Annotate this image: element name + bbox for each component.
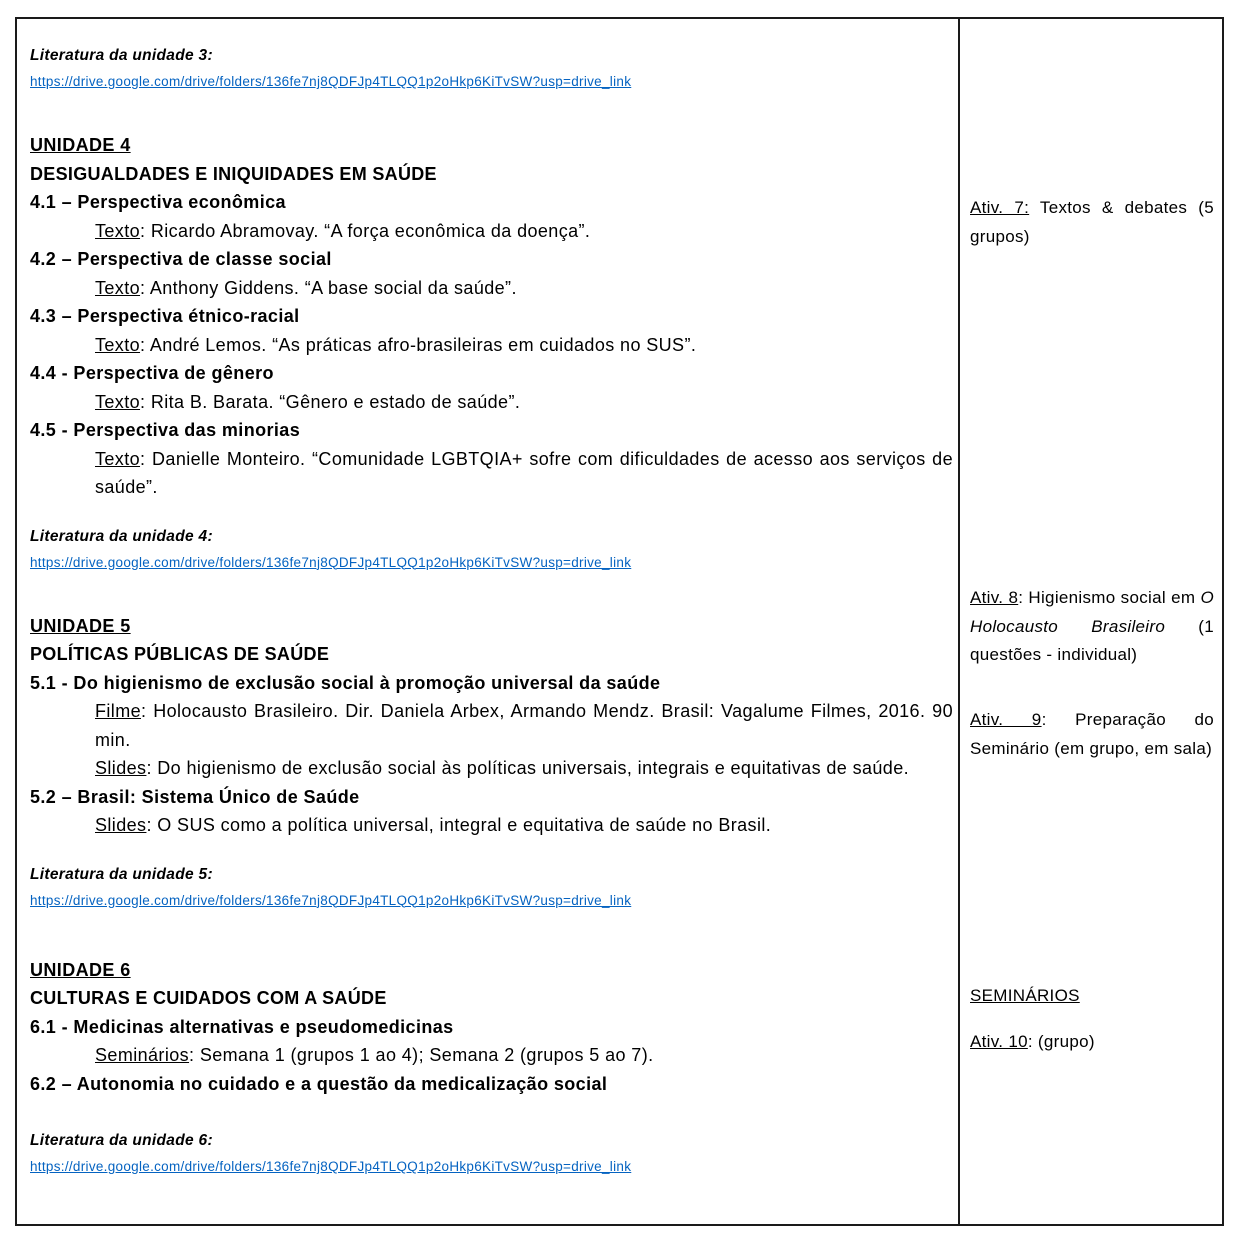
entry-label: Texto [95, 391, 141, 412]
topic-4-4: 4.4 - Perspectiva de gênero [30, 363, 274, 383]
entry-4-1-texto [95, 217, 953, 246]
entry-text: : André Lemos. “As práticas afro-brasileiras em cuidados no SUS”. [140, 334, 697, 355]
literature-unit6-label: Literatura da unidade 6: [30, 1132, 213, 1149]
activity-label: Ativ. 8 [970, 588, 1019, 607]
topic-6-2: 6.2 – Autonomia no cuidado e a questão da medicalização social [30, 1073, 608, 1094]
activities-column [960, 19, 1222, 1224]
literature-unit3-label: Literatura da unidade 3: [30, 47, 213, 64]
activity-10-note [970, 1028, 1214, 1057]
activity-text: : (grupo) [1027, 1032, 1095, 1051]
topic-4-1: 4.1 – Perspectiva econômica [30, 192, 286, 212]
entry-label: Texto [95, 277, 141, 298]
literature-unit5-label: Literatura da unidade 5: [30, 865, 213, 883]
topic-6-1: 6.1 - Medicinas alternativas e pseudomedicinas [30, 1016, 454, 1037]
entry-4-4-texto [95, 388, 953, 417]
unit6-heading: CULTURAS E CUIDADOS COM A SAÚDE [30, 988, 387, 1008]
entry-6-1-seminarios [95, 1041, 953, 1070]
drive-folder-link[interactable]: https://drive.google.com/drive/folders/136fe7nj8QDFJp4TLQQ1p2oHkp6KiTvSW?usp=drive_link [30, 892, 632, 908]
literature-unit3-url [30, 69, 953, 95]
activity-text: Textos & debates (5 grupos) [970, 198, 1214, 246]
activity-7-note [970, 194, 1214, 251]
unit5-heading: POLÍTICAS PÚBLICAS DE SAÚDE [30, 644, 330, 664]
entry-5-1-slides [95, 754, 953, 783]
activity-text: : Higienismo social em [1018, 588, 1201, 607]
literature-unit6-url [30, 1154, 953, 1180]
unit4-heading: DESIGUALDADES E INIQUIDADES EM SAÚDE [30, 163, 437, 184]
entry-5-1-filme [95, 697, 953, 754]
entry-text: : Holocausto Brasileiro. Dir. Daniela Arbex, Armando Mendz. Brasil: Vagalume Filmes, 2016. 90 min. [95, 701, 953, 750]
unit4-title: UNIDADE 4 [30, 135, 131, 155]
entry-text: : Ricardo Abramovay. “A força econômica da doença”. [140, 220, 591, 241]
activity-text: : Preparação do Seminário (em grupo, em sala) [970, 710, 1214, 758]
activity-label: Ativ. 10 [970, 1032, 1028, 1051]
entry-4-3-texto [95, 331, 953, 360]
activity-label: Ativ. 7: [970, 198, 1030, 217]
entry-label: Texto [95, 448, 141, 469]
drive-folder-link[interactable]: https://drive.google.com/drive/folders/136fe7nj8QDFJp4TLQQ1p2oHkp6KiTvSW?usp=drive_link [30, 1159, 632, 1174]
entry-label: Filme [95, 701, 141, 721]
film-title-italic: O Holocausto Brasileiro [970, 588, 1214, 636]
unit6-title: UNIDADE 6 [30, 959, 131, 980]
entry-text: : O SUS como a política universal, integral e equitativa de saúde no Brasil. [146, 815, 772, 835]
entry-label: Seminários [95, 1045, 190, 1065]
drive-folder-link[interactable]: https://drive.google.com/drive/folders/136fe7nj8QDFJp4TLQQ1p2oHkp6KiTvSW?usp=drive_link [30, 74, 632, 89]
activity-text: (1 questões - individual) [970, 616, 1214, 664]
entry-label: Slides [95, 758, 147, 778]
seminars-heading: SEMINÁRIOS [970, 986, 1080, 1005]
entry-label: Texto [95, 220, 141, 241]
entry-text: : Semana 1 (grupos 1 ao 4); Semana 2 (grupos 5 ao 7). [189, 1045, 654, 1065]
unit5-title: UNIDADE 5 [30, 615, 131, 636]
activity-9-note [970, 706, 1214, 763]
entry-4-5-texto [95, 445, 953, 502]
topic-4-2: 4.2 – Perspectiva de classe social [30, 249, 332, 269]
topic-4-3: 4.3 – Perspectiva étnico-racial [30, 306, 300, 326]
activity-label: Ativ. 9 [970, 710, 1042, 729]
topic-5-2: 5.2 – Brasil: Sistema Único de Saúde [30, 786, 360, 807]
entry-text: : Anthony Giddens. “A base social da saúde”. [140, 277, 517, 298]
topic-5-1: 5.1 - Do higienismo de exclusão social à promoção universal da saúde [30, 672, 661, 693]
drive-folder-link[interactable]: https://drive.google.com/drive/folders/136fe7nj8QDFJp4TLQQ1p2oHkp6KiTvSW?usp=drive_link [30, 554, 632, 570]
literature-unit4-url [30, 550, 953, 576]
entry-text: : Do higienismo de exclusão social às políticas universais, integrais e equitativas de saúde. [146, 758, 910, 778]
entry-text: : Rita B. Barata. “Gênero e estado de saúde”. [140, 391, 521, 412]
entry-label: Texto [95, 334, 141, 355]
entry-label: Slides [95, 815, 147, 835]
units-column [17, 19, 960, 1224]
entry-text: : Danielle Monteiro. “Comunidade LGBTQIA+ sofre com dificuldades de acesso aos serviços de saúde”. [95, 448, 953, 497]
entry-4-2-texto [95, 274, 953, 303]
topic-4-5: 4.5 - Perspectiva das minorias [30, 420, 301, 440]
entry-5-2-slides [95, 811, 953, 840]
activity-8-note [970, 584, 1214, 670]
literature-unit5-url [30, 888, 953, 914]
literature-unit4-label: Literatura da unidade 4: [30, 527, 213, 545]
course-schedule-table [15, 17, 1224, 1226]
